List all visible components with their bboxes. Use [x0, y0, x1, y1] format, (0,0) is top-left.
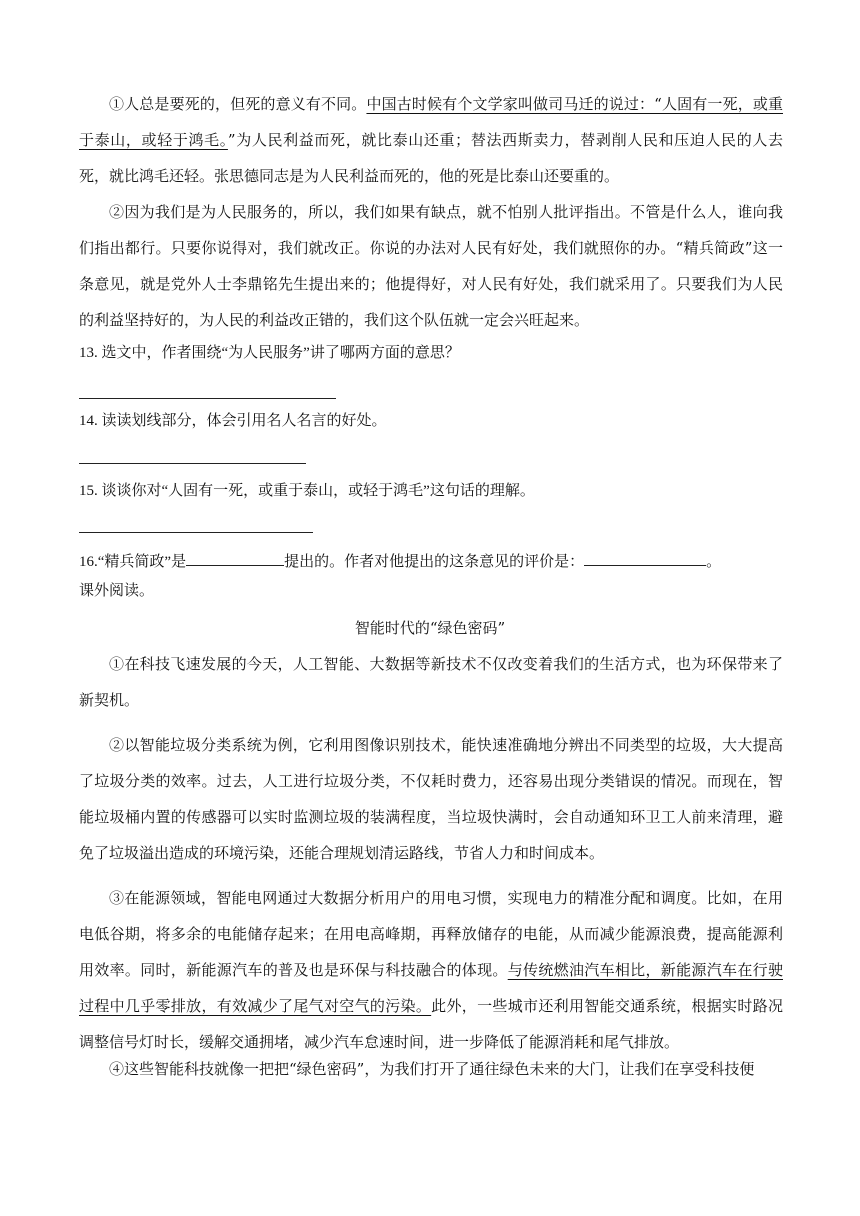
q16-blank-1[interactable] — [186, 549, 284, 566]
p3-rest-text: 此外，一些城市还利用智能交通系统，根据实时路况调整信号灯时长，缓解交通拥堵，减少汽车怠速时间，进一步降低了能源消耗和尾气排放。 — [79, 997, 783, 1051]
passage2-paragraph-4: ④这些智能科技就像一把把“绿色密码”，为我们打开了通往绿色未来的大门，让我们在享受科技便 — [109, 1060, 755, 1078]
answer-line-15[interactable] — [79, 532, 313, 533]
question-15: 15. 谈谈你对“人固有一死，或重于泰山，或轻于鸿毛”这句话的理解。 — [79, 483, 535, 499]
question-13: 13. 选文中，作者围绕“为人民服务”讲了哪两方面的意思？ — [79, 345, 460, 361]
q16-blank-2[interactable] — [584, 549, 706, 566]
passage2-paragraph-3 — [79, 880, 783, 1060]
q16-part-a: 16.“精兵简政”是 — [79, 554, 187, 570]
passage2-paragraph-1: ①在科技飞速发展的今天，人工智能、大数据等新技术不仅改变着我们的生活方式，也为环保带来了新契机。 — [79, 655, 783, 709]
question-16 — [79, 549, 799, 573]
answer-line-13[interactable] — [79, 398, 336, 399]
p3-lead-text: ③在能源领域，智能电网通过大数据分析用户的用电习惯，实现电力的精准分配和调度。比如，在用电低谷期，将多余的电能储存起来；在用电高峰期，再释放储存的电能，从而减少能源浪费，提高能源利用效率。同时，新能源汽车的普及也是环保与科技融合的体现。 — [79, 889, 783, 979]
passage2-paragraph-2: ②以智能垃圾分类系统为例，它利用图像识别技术，能快速准确地分辨出不同类型的垃圾，大大提高了垃圾分类的效率。过去，人工进行垃圾分类，不仅耗时费力，还容易出现分类错误的情况。而现在，智能垃圾桶内置的传感器可以实时监测垃圾的装满程度，当垃圾快满时，会自动通知环卫工人前来清理，避免了垃圾溢出造成的环境污染，还能合理规划清运路线，节省人力和时间成本。 — [79, 736, 783, 862]
q16-part-b: 提出的。作者对他提出的这条意见的评价是： — [284, 554, 585, 570]
p1-underlined-quote: 中国古时候有个文学家叫做司马迁的说过：“人固有一死，或重于泰山，或轻于鸿毛。 — [79, 95, 783, 149]
passage2-title: 智能时代的“绿色密码” — [354, 619, 506, 637]
passage1-paragraph-1 — [79, 86, 783, 194]
p1-rest-text: ”为人民利益而死，就比泰山还重；替法西斯卖力，替剥削人民和压迫人民的人去死，就比鸿毛还轻。张思德同志是为人民利益而死的，他的死是比泰山还要重的。 — [79, 131, 783, 185]
q16-part-c: 。 — [706, 554, 722, 570]
section-label-extracurricular: 课外阅读。 — [79, 583, 155, 599]
question-14: 14. 读读划线部分，体会引用名人名言的好处。 — [79, 413, 387, 429]
p3-underlined-sentence: 与传统燃油汽车相比，新能源汽车在行驶过程中几乎零排放，有效减少了尾气对空气的污染。 — [79, 961, 783, 1015]
answer-line-14[interactable] — [79, 463, 306, 464]
passage1-paragraph-2: ②因为我们是为人民服务的，所以，我们如果有缺点，就不怕别人批评指出。不管是什么人，谁向我们指出都行。只要你说得对，我们就改正。你说的办法对人民有好处，我们就照你的办。“精兵简政”这一条意见，就是党外人士李鼎铭先生提出来的；他提得好，对人民有好处，我们就采用了。只要我们为人民的利益坚持好的，为人民的利益改正错的，我们这个队伍就一定会兴旺起来。 — [79, 203, 783, 329]
p1-lead-text: ①人总是要死的，但死的意义有不同。 — [109, 95, 367, 113]
